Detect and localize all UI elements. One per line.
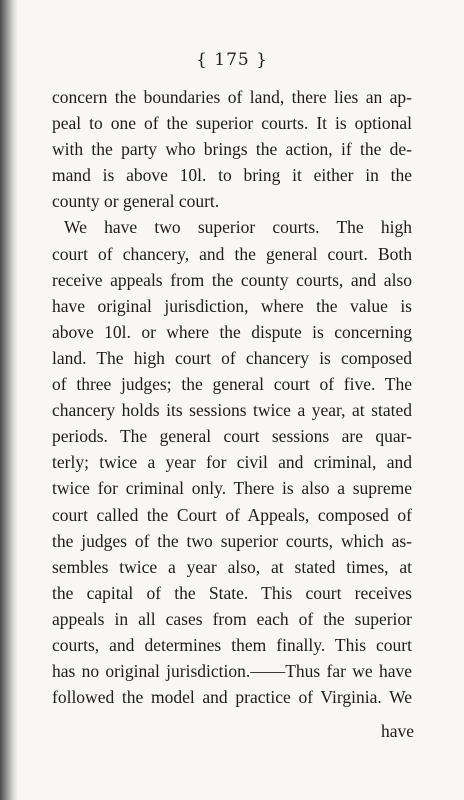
text-line: twice for criminal only. There is also a supreme — [52, 478, 412, 499]
page-number: { 175 } — [196, 50, 268, 70]
text-line: have original jurisdiction, where the value is — [52, 295, 412, 316]
text-line: land. The high court of chancery is composed — [52, 347, 412, 368]
text-line: the capital of the State. This court receives — [52, 582, 412, 603]
text-line: sembles twice a year also, at stated times, at — [52, 556, 412, 577]
text-line: We have two superior courts. The high — [64, 217, 412, 238]
text-line: mand is above 10l. to bring it either in the — [52, 165, 412, 186]
text-line: court of chancery, and the general court. Both — [52, 243, 412, 264]
text-line: above 10l. or where the dispute is concerning — [52, 321, 412, 342]
text-line: receive appeals from the county courts, and also — [52, 269, 412, 290]
text-line: periods. The general court sessions are quar- — [52, 426, 412, 447]
text-line: court called the Court of Appeals, composed of — [52, 504, 412, 525]
text-line: appeals in all cases from each of the superior — [52, 608, 412, 629]
text-line: peal to one of the superior courts. It is optional — [52, 113, 412, 134]
paragraph-1 — [52, 84, 412, 214]
text-line: with the party who brings the action, if the de- — [52, 139, 412, 160]
text-line: has no original jurisdiction.——Thus far we have — [52, 661, 412, 682]
body-text — [52, 84, 412, 710]
text-line: terly; twice a year for civil and criminal, and — [52, 452, 412, 473]
text-line: courts, and determines them finally. This court — [52, 634, 412, 655]
text-line: followed the model and practice of Virginia. We — [52, 687, 412, 708]
text-line: of three judges; the general court of five. The — [52, 374, 412, 395]
text-line: chancery holds its sessions twice a year, at stated — [52, 400, 412, 421]
paragraph-2 — [52, 214, 412, 710]
text-line: the judges of the two superior courts, which as- — [52, 530, 412, 551]
binding-gutter — [0, 0, 18, 800]
text-line: county or general court. — [52, 191, 220, 212]
text-line: concern the boundaries of land, there lies an ap- — [52, 87, 412, 107]
catchword: have — [380, 721, 414, 741]
